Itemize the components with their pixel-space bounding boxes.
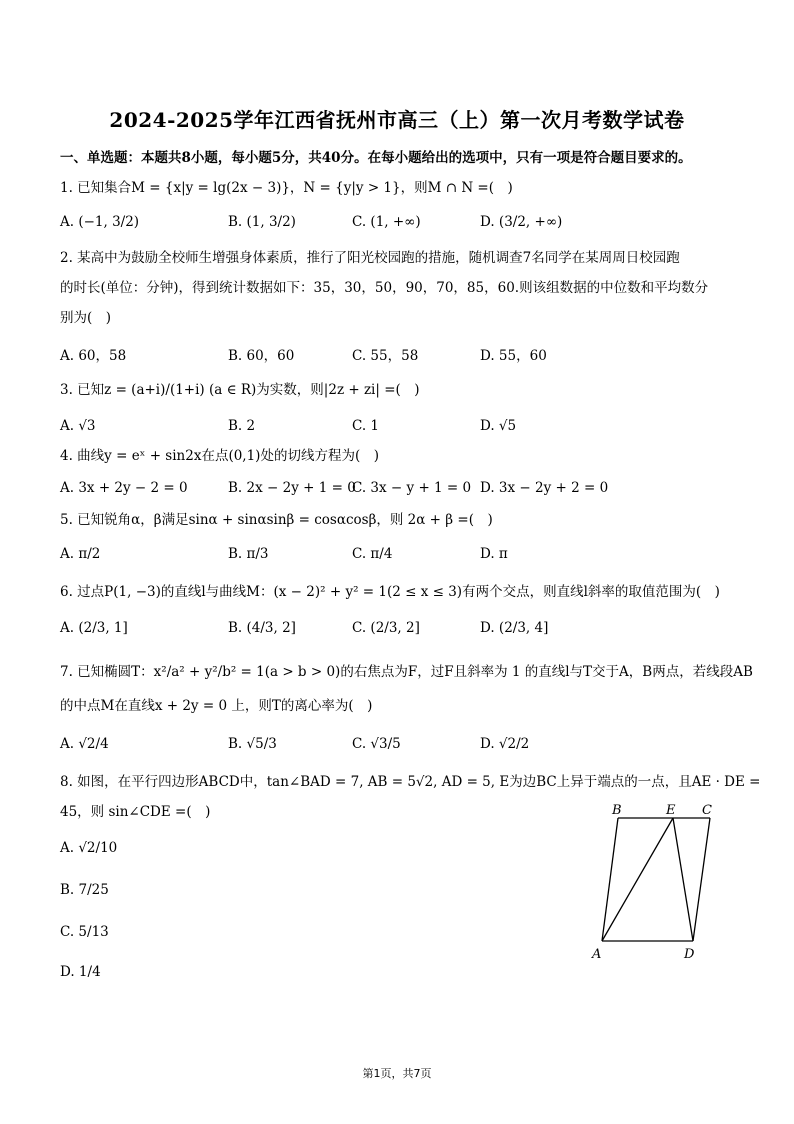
q2-option-c: C. 55，58 — [352, 348, 419, 364]
question-8-stem-line1: 8. 如图，在平行四边形ABCD中，tan∠BAD = 7, AB = 5√2, AD = 5, E为边BC上异于端点的一点，且AE · DE = — [60, 774, 761, 790]
section-heading: 一、单选题：本题共8小题，每小题5分，共40分。在每小题给出的选项中，只有一项是符合题目要求的。 — [60, 150, 692, 166]
question-7-stem-line2: 的中点M在直线x + 2y = 0 上，则T的离心率为( ) — [60, 698, 373, 714]
q6-option-a: A. (2/3, 1] — [60, 620, 128, 636]
q8-option-b: B. 7/25 — [60, 882, 109, 898]
q8-option-d: D. 1/4 — [60, 964, 101, 980]
q1-option-d: D. (3/2, +∞) — [480, 214, 563, 230]
q4-option-d: D. 3x − 2y + 2 = 0 — [480, 480, 609, 496]
page-title: 2024-2025学年江西省抚州市高三（上）第一次月考数学试卷 — [109, 108, 685, 132]
q1-option-b: B. (1, 3/2) — [228, 214, 296, 230]
q7-option-a: A. √2/4 — [60, 736, 109, 752]
q5-option-d: D. π — [480, 546, 508, 562]
parallelogram-figure — [590, 798, 730, 968]
segment-cd — [693, 818, 710, 941]
q5-option-b: B. π/3 — [228, 546, 269, 562]
q2-option-d: D. 55，60 — [480, 348, 547, 364]
question-6-stem: 6. 过点P(1, −3)的直线l与曲线M：(x − 2)² + y² = 1(2 ≤ x ≤ 3)有两个交点，则直线l斜率的取值范围为( ) — [60, 584, 720, 600]
q3-option-b: B. 2 — [228, 418, 256, 434]
label-d: D — [684, 947, 695, 962]
page-footer: 第1页，共7页 — [362, 1067, 432, 1080]
q6-option-c: C. (2/3, 2] — [352, 620, 420, 636]
question-1-stem: 1. 已知集合M = {x|y = lg(2x − 3)}，N = {y|y > 1}，则M ∩ N =( ) — [60, 180, 513, 196]
label-c: C — [702, 803, 712, 818]
question-2-stem-line2: 的时长(单位：分钟)，得到统计数据如下：35，30，50，90，70，85，60.则该组数据的中位数和平均数分 — [60, 280, 709, 296]
q8-option-a: A. √2/10 — [60, 840, 118, 856]
q2-option-a: A. 60，58 — [60, 348, 127, 364]
q8-option-c: C. 5/13 — [60, 924, 109, 940]
q3-option-c: C. 1 — [352, 418, 380, 434]
q6-option-b: B. (4/3, 2] — [228, 620, 296, 636]
q7-option-d: D. √2/2 — [480, 736, 530, 752]
q4-option-a: A. 3x + 2y − 2 = 0 — [60, 480, 188, 496]
q7-option-b: B. √5/3 — [228, 736, 277, 752]
label-e: E — [666, 803, 676, 818]
q4-option-c: C. 3x − y + 1 = 0 — [352, 480, 472, 496]
q6-option-d: D. (2/3, 4] — [480, 620, 549, 636]
q3-option-d: D. √5 — [480, 418, 517, 434]
q3-option-a: A. √3 — [60, 418, 96, 434]
question-3-stem: 3. 已知z = (a+i)/(1+i) (a ∈ R)为实数，则|2z + zi| =( ) — [60, 382, 420, 398]
q7-option-c: C. √3/5 — [352, 736, 401, 752]
segment-ab — [602, 818, 618, 941]
q4-option-b: B. 2x − 2y + 1 = 0 — [228, 480, 356, 496]
question-7-stem-line1: 7. 已知椭圆T：x²/a² + y²/b² = 1(a > b > 0)的右焦点为F，过F且斜率为 1 的直线l与T交于A，B两点，若线段AB — [60, 664, 753, 680]
q5-option-c: C. π/4 — [352, 546, 393, 562]
question-4-stem: 4. 曲线y = eˣ + sin2x在点(0,1)处的切线方程为( ) — [60, 448, 379, 464]
segment-de — [673, 818, 693, 941]
q1-option-c: C. (1, +∞) — [352, 214, 421, 230]
label-b: B — [612, 803, 622, 818]
label-a: A — [592, 947, 602, 962]
question-5-stem: 5. 已知锐角α，β满足sinα + sinαsinβ = cosαcosβ，则 2α + β =( ) — [60, 512, 493, 528]
question-2-stem-line3: 别为( ) — [60, 310, 112, 326]
q1-option-a: A. (−1, 3/2) — [60, 214, 140, 230]
q5-option-a: A. π/2 — [60, 546, 101, 562]
q2-option-b: B. 60，60 — [228, 348, 295, 364]
segment-ae — [602, 818, 673, 941]
question-8-stem-line2: 45，则 sin∠CDE =( ) — [60, 804, 211, 820]
question-2-stem-line1: 2. 某高中为鼓励全校师生增强身体素质，推行了阳光校园跑的措施，随机调查7名同学在某周周日校园跑 — [60, 250, 680, 266]
